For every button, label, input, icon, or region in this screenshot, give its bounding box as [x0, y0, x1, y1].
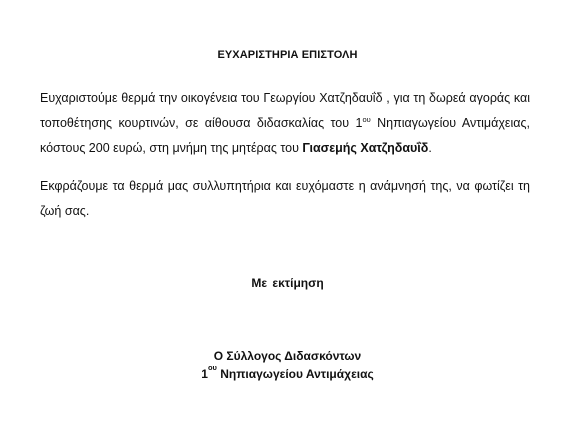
signature-school: Νηπιαγωγείου Αντιμάχειας: [216, 367, 374, 381]
letter-title: ΕΥΧΑΡΙΣΤΗΡΙΑ ΕΠΙΣΤΟΛΗ: [217, 49, 358, 61]
thanks-paragraph: [40, 86, 530, 161]
signature-number: 1: [201, 367, 208, 381]
thanks-text-part1: Ευχαριστούμε θερμά την οικογένεια του Γεωργίου Χατζηδαυΐδ , για τη δωρεά αγοράς και τοποθέτησης κουρτινών, σε αίθουσα διδασκαλίας του 1: [40, 91, 530, 130]
signature-line2: [0, 363, 575, 381]
closing-regards: Με εκτίμηση: [251, 276, 324, 290]
thanks-text-end: .: [428, 141, 432, 155]
ordinal-superscript: ου: [362, 115, 371, 124]
memorial-name: Γιασεμής Χατζηδαυΐδ: [302, 141, 429, 155]
signature-superscript: ου: [207, 363, 217, 372]
thanks-text-part2: Νηπιαγωγείου Αντιμάχειας, κόστους 200 ευρώ, στη μνήμη της μητέρας του: [40, 116, 530, 155]
condolences-paragraph: Εκφράζουμε τα θερμά μας συλλυπητήρια και ευχόμαστε η ανάμνησή της, να φωτίζει τη ζωή σας.: [40, 179, 530, 218]
signature-line1: Ο Σύλλογος Διδασκόντων: [213, 349, 362, 363]
